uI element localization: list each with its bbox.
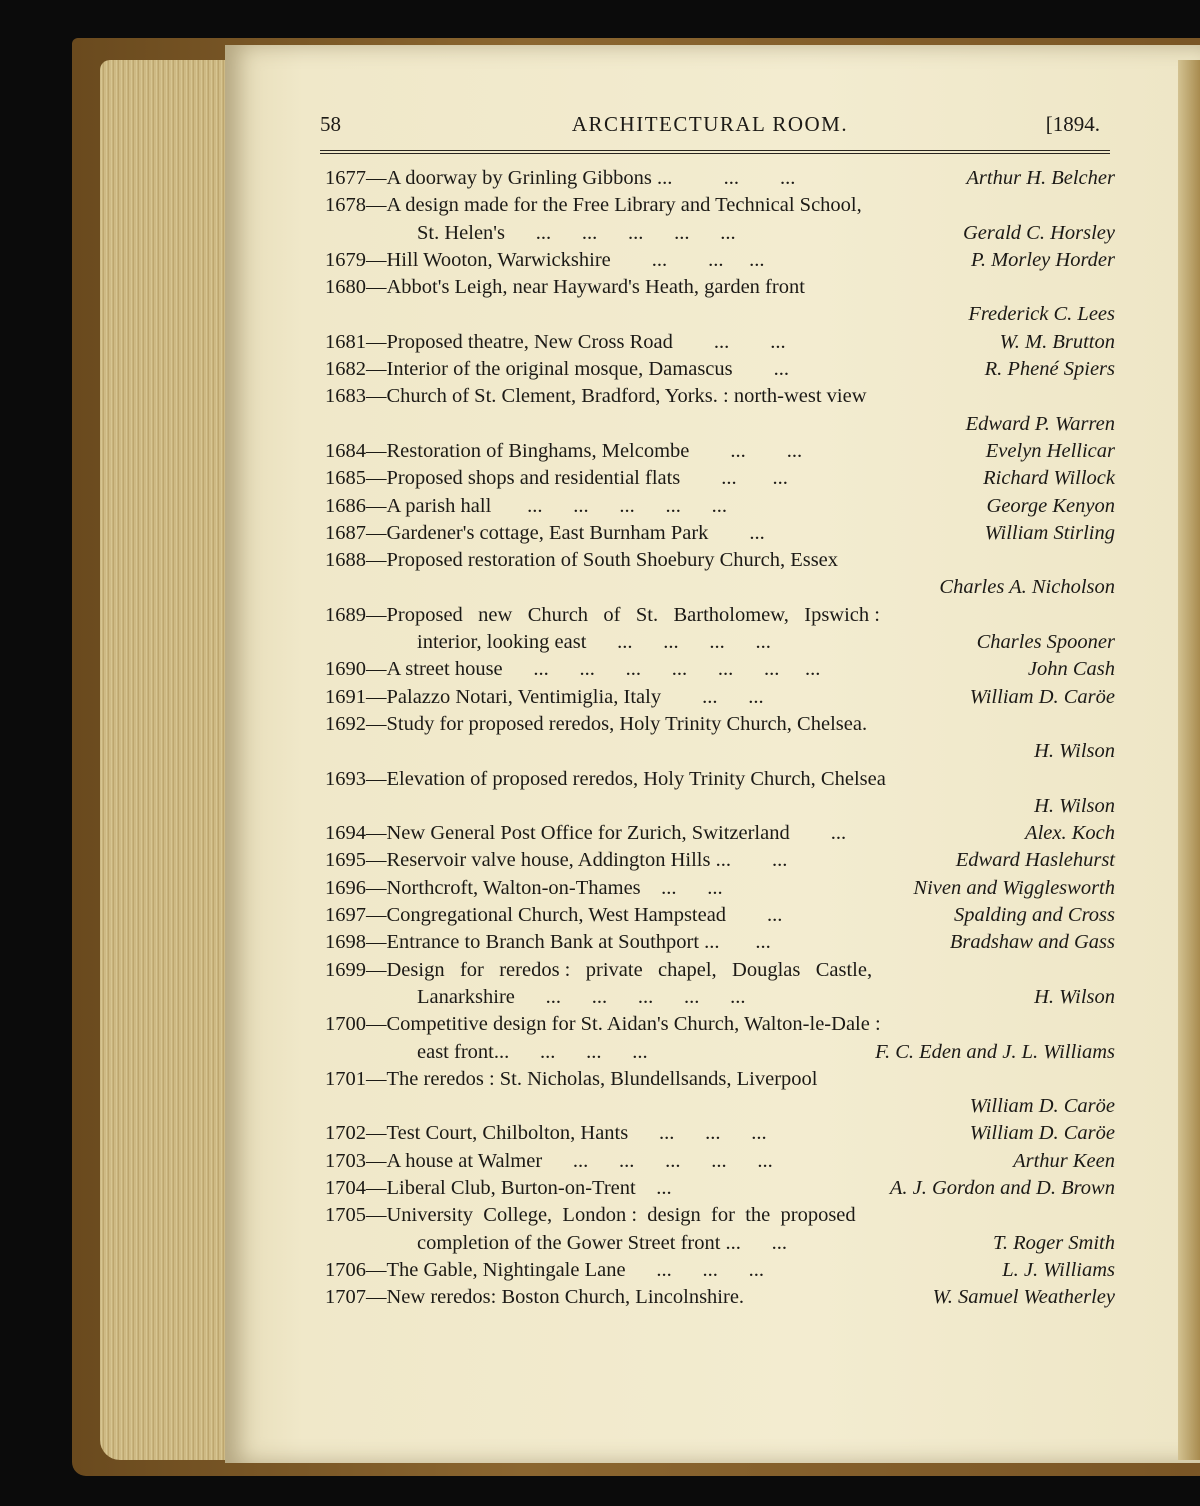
entry-title-continued: St. Helen's ... ... ... ... ... bbox=[417, 221, 736, 244]
catalogue-entry bbox=[325, 547, 1115, 602]
entry-title: 1682—Interior of the original mosque, Damascus ... bbox=[325, 358, 790, 381]
entry-title: 1700—Competitive design for St. Aidan's Church, Walton-le-Dale : bbox=[325, 1013, 881, 1036]
entry-title: 1686—A parish hall ... ... ... ... ... bbox=[325, 494, 728, 517]
entry-line bbox=[325, 929, 1115, 956]
entry-title: 1678—A design made for the Free Library and Technical School, bbox=[325, 194, 862, 217]
entry-author: P. Morley Horder bbox=[970, 248, 1115, 271]
entry-line bbox=[325, 411, 1115, 438]
catalogue-entry bbox=[325, 520, 1115, 547]
entry-line bbox=[325, 738, 1115, 765]
entry-line bbox=[325, 1120, 1115, 1147]
entry-author: Niven and Wigglesworth bbox=[913, 876, 1115, 899]
catalogue-entry bbox=[325, 1175, 1115, 1202]
entry-title: 1703—A house at Walmer ... ... ... ... ... bbox=[325, 1149, 773, 1172]
entry-title: 1705—University College, London : design for the proposed bbox=[325, 1204, 856, 1227]
catalogue-entry bbox=[325, 165, 1115, 192]
entry-title-continued: interior, looking east ... ... ... ... bbox=[417, 631, 771, 654]
entry-line bbox=[325, 1257, 1115, 1284]
entry-line bbox=[325, 1284, 1115, 1311]
header-rule bbox=[320, 150, 1110, 154]
entry-title: 1680—Abbot's Leigh, near Hayward's Heath, garden front bbox=[325, 276, 805, 299]
entry-line bbox=[325, 329, 1115, 356]
catalogue-entry bbox=[325, 602, 1115, 657]
entry-title-continued: east front... ... ... ... bbox=[417, 1040, 648, 1063]
catalogue-entry bbox=[325, 847, 1115, 874]
entry-line bbox=[325, 1066, 1115, 1093]
entry-line bbox=[325, 629, 1115, 656]
catalogue-entry bbox=[325, 356, 1115, 383]
running-header bbox=[320, 112, 1100, 146]
entry-author: L. J. Williams bbox=[1002, 1258, 1115, 1281]
entry-author: Arthur Keen bbox=[1013, 1149, 1115, 1172]
year-label: [1894. bbox=[1045, 112, 1100, 136]
catalogue-entry bbox=[325, 875, 1115, 902]
entry-title: 1701—The reredos : St. Nicholas, Blundellsands, Liverpool bbox=[325, 1067, 818, 1090]
entry-line bbox=[325, 1175, 1115, 1202]
entry-title: 1677—A doorway by Grinling Gibbons ... ... ... bbox=[325, 167, 796, 189]
catalogue-entry bbox=[325, 684, 1115, 711]
entry-line bbox=[325, 192, 1115, 219]
entry-line bbox=[325, 1039, 1115, 1066]
running-title: ARCHITECTURAL ROOM. bbox=[571, 112, 849, 136]
entry-line bbox=[325, 684, 1115, 711]
entry-line bbox=[325, 465, 1115, 492]
entry-line bbox=[325, 793, 1115, 820]
entry-author: William D. Caröe bbox=[969, 685, 1115, 708]
entry-author: Arthur H. Belcher bbox=[966, 167, 1115, 189]
catalogue-entry bbox=[325, 383, 1115, 438]
entry-author: Spalding and Cross bbox=[954, 904, 1115, 927]
entry-line bbox=[325, 247, 1115, 274]
catalogue-entry bbox=[325, 465, 1115, 492]
entry-line bbox=[325, 875, 1115, 902]
catalogue-entry bbox=[325, 820, 1115, 847]
entry-title-continued: completion of the Gower Street front ... ... bbox=[417, 1231, 788, 1254]
entry-title: 1681—Proposed theatre, New Cross Road ... ... bbox=[325, 330, 786, 353]
entry-title: 1696—Northcroft, Walton-on-Thames ... ... bbox=[325, 876, 723, 899]
catalogue-entry bbox=[325, 656, 1115, 683]
entry-line bbox=[325, 711, 1115, 738]
catalogue-entry bbox=[325, 1148, 1115, 1175]
entry-author: Alex. Koch bbox=[1025, 822, 1115, 845]
entry-author: George Kenyon bbox=[986, 494, 1115, 517]
entry-title: 1699—Design for reredos : private chapel, Douglas Castle, bbox=[325, 958, 873, 981]
entry-title: 1695—Reservoir valve house, Addington Hills ... ... bbox=[325, 849, 788, 872]
entry-author: Edward Haslehurst bbox=[955, 849, 1115, 872]
entry-line bbox=[325, 383, 1115, 410]
entry-title: 1688—Proposed restoration of South Shoebury Church, Essex bbox=[325, 549, 839, 572]
entry-author: Richard Willock bbox=[983, 467, 1115, 490]
catalogue-entries bbox=[325, 165, 1115, 1311]
catalogue-entry bbox=[325, 957, 1115, 1012]
entry-line bbox=[325, 602, 1115, 629]
entry-line bbox=[325, 547, 1115, 574]
entry-title: 1698—Entrance to Branch Bank at Southport ... ... bbox=[325, 931, 771, 954]
entry-author: Edward P. Warren bbox=[965, 412, 1115, 435]
catalogue-entry bbox=[325, 1202, 1115, 1257]
entry-title: 1702—Test Court, Chilbolton, Hants ... ... ... bbox=[325, 1122, 767, 1145]
catalogue-entry bbox=[325, 438, 1115, 465]
entry-title: 1687—Gardener's cottage, East Burnham Park ... bbox=[325, 521, 765, 544]
entry-author: William D. Caröe bbox=[969, 1095, 1115, 1118]
entry-author: Frederick C. Lees bbox=[968, 303, 1115, 326]
entry-title: 1679—Hill Wooton, Warwickshire ... ... ... bbox=[325, 248, 765, 271]
entry-title: 1685—Proposed shops and residential flats ... ... bbox=[325, 467, 788, 490]
entry-line bbox=[325, 1011, 1115, 1038]
entry-title: 1707—New reredos: Boston Church, Lincolnshire. bbox=[325, 1286, 745, 1309]
entry-author: W. M. Brutton bbox=[999, 330, 1115, 353]
entry-author: H. Wilson bbox=[1034, 794, 1115, 817]
entry-title: 1694—New General Post Office for Zurich, Switzerland ... bbox=[325, 822, 847, 845]
entry-author: R. Phené Spiers bbox=[984, 358, 1115, 381]
entry-line bbox=[325, 493, 1115, 520]
entry-author: John Cash bbox=[1027, 658, 1115, 681]
entry-author: William Stirling bbox=[984, 521, 1115, 544]
catalogue-entry bbox=[325, 929, 1115, 956]
catalogue-entry bbox=[325, 1257, 1115, 1284]
catalogue-entry bbox=[325, 711, 1115, 766]
entry-author: A. J. Gordon and D. Brown bbox=[889, 1176, 1115, 1199]
entry-line bbox=[325, 220, 1115, 247]
catalogue-entry bbox=[325, 902, 1115, 929]
catalogue-entry bbox=[325, 1011, 1115, 1066]
entry-title: 1704—Liberal Club, Burton-on-Trent ... bbox=[325, 1176, 672, 1199]
entry-author: H. Wilson bbox=[1034, 985, 1115, 1008]
entry-title: 1691—Palazzo Notari, Ventimiglia, Italy ... ... bbox=[325, 685, 764, 708]
entry-line bbox=[325, 438, 1115, 465]
entry-line bbox=[325, 1202, 1115, 1229]
entry-line bbox=[325, 1093, 1115, 1120]
entry-author: Gerald C. Horsley bbox=[962, 221, 1115, 244]
entry-author: Charles A. Nicholson bbox=[939, 576, 1115, 599]
catalogue-entry bbox=[325, 1284, 1115, 1311]
entry-line bbox=[325, 984, 1115, 1011]
entry-title: 1697—Congregational Church, West Hampstead ... bbox=[325, 904, 783, 927]
entry-line bbox=[325, 356, 1115, 383]
entry-author: William D. Caröe bbox=[969, 1122, 1115, 1145]
entry-line bbox=[325, 820, 1115, 847]
catalogue-entry bbox=[325, 192, 1115, 247]
entry-line bbox=[325, 957, 1115, 984]
entry-line bbox=[325, 574, 1115, 601]
entry-line bbox=[325, 520, 1115, 547]
catalogue-entry bbox=[325, 1066, 1115, 1121]
page-number: 58 bbox=[320, 112, 341, 136]
entry-line bbox=[325, 847, 1115, 874]
catalogue-entry bbox=[325, 493, 1115, 520]
entry-title: 1683—Church of St. Clement, Bradford, Yorks. : north-west view bbox=[325, 385, 867, 408]
entry-line bbox=[325, 301, 1115, 328]
entry-author: Charles Spooner bbox=[976, 631, 1115, 654]
catalogue-entry bbox=[325, 329, 1115, 356]
entry-author: W. Samuel Weatherley bbox=[932, 1286, 1115, 1309]
entry-title: 1689—Proposed new Church of St. Bartholomew, Ipswich : bbox=[325, 603, 880, 626]
entry-author: T. Roger Smith bbox=[992, 1231, 1115, 1254]
entry-line bbox=[325, 766, 1115, 793]
entry-title: 1706—The Gable, Nightingale Lane ... ... ... bbox=[325, 1258, 764, 1281]
entry-author: Evelyn Hellicar bbox=[985, 439, 1115, 462]
entry-line bbox=[325, 656, 1115, 683]
entry-line bbox=[325, 902, 1115, 929]
entry-line bbox=[325, 274, 1115, 301]
catalogue-entry bbox=[325, 274, 1115, 329]
entry-author: F. C. Eden and J. L. Williams bbox=[875, 1040, 1115, 1063]
entry-title: 1693—Elevation of proposed reredos, Holy Trinity Church, Chelsea bbox=[325, 767, 886, 790]
catalogue-entry bbox=[325, 766, 1115, 821]
entry-author: Bradshaw and Gass bbox=[949, 931, 1115, 954]
entry-line bbox=[325, 165, 1115, 192]
entry-title: 1692—Study for proposed reredos, Holy Trinity Church, Chelsea. bbox=[325, 712, 868, 735]
entry-title-continued: Lanarkshire ... ... ... ... ... bbox=[417, 985, 746, 1008]
catalogue-entry bbox=[325, 1120, 1115, 1147]
page-right-edge bbox=[1178, 60, 1200, 1460]
catalogue-entry bbox=[325, 247, 1115, 274]
entry-title: 1684—Restoration of Binghams, Melcombe ... ... bbox=[325, 439, 803, 462]
entry-line bbox=[325, 1230, 1115, 1257]
entry-author: H. Wilson bbox=[1034, 740, 1115, 763]
entry-line bbox=[325, 1148, 1115, 1175]
entry-title: 1690—A street house ... ... ... ... ... ... ... bbox=[325, 658, 821, 681]
